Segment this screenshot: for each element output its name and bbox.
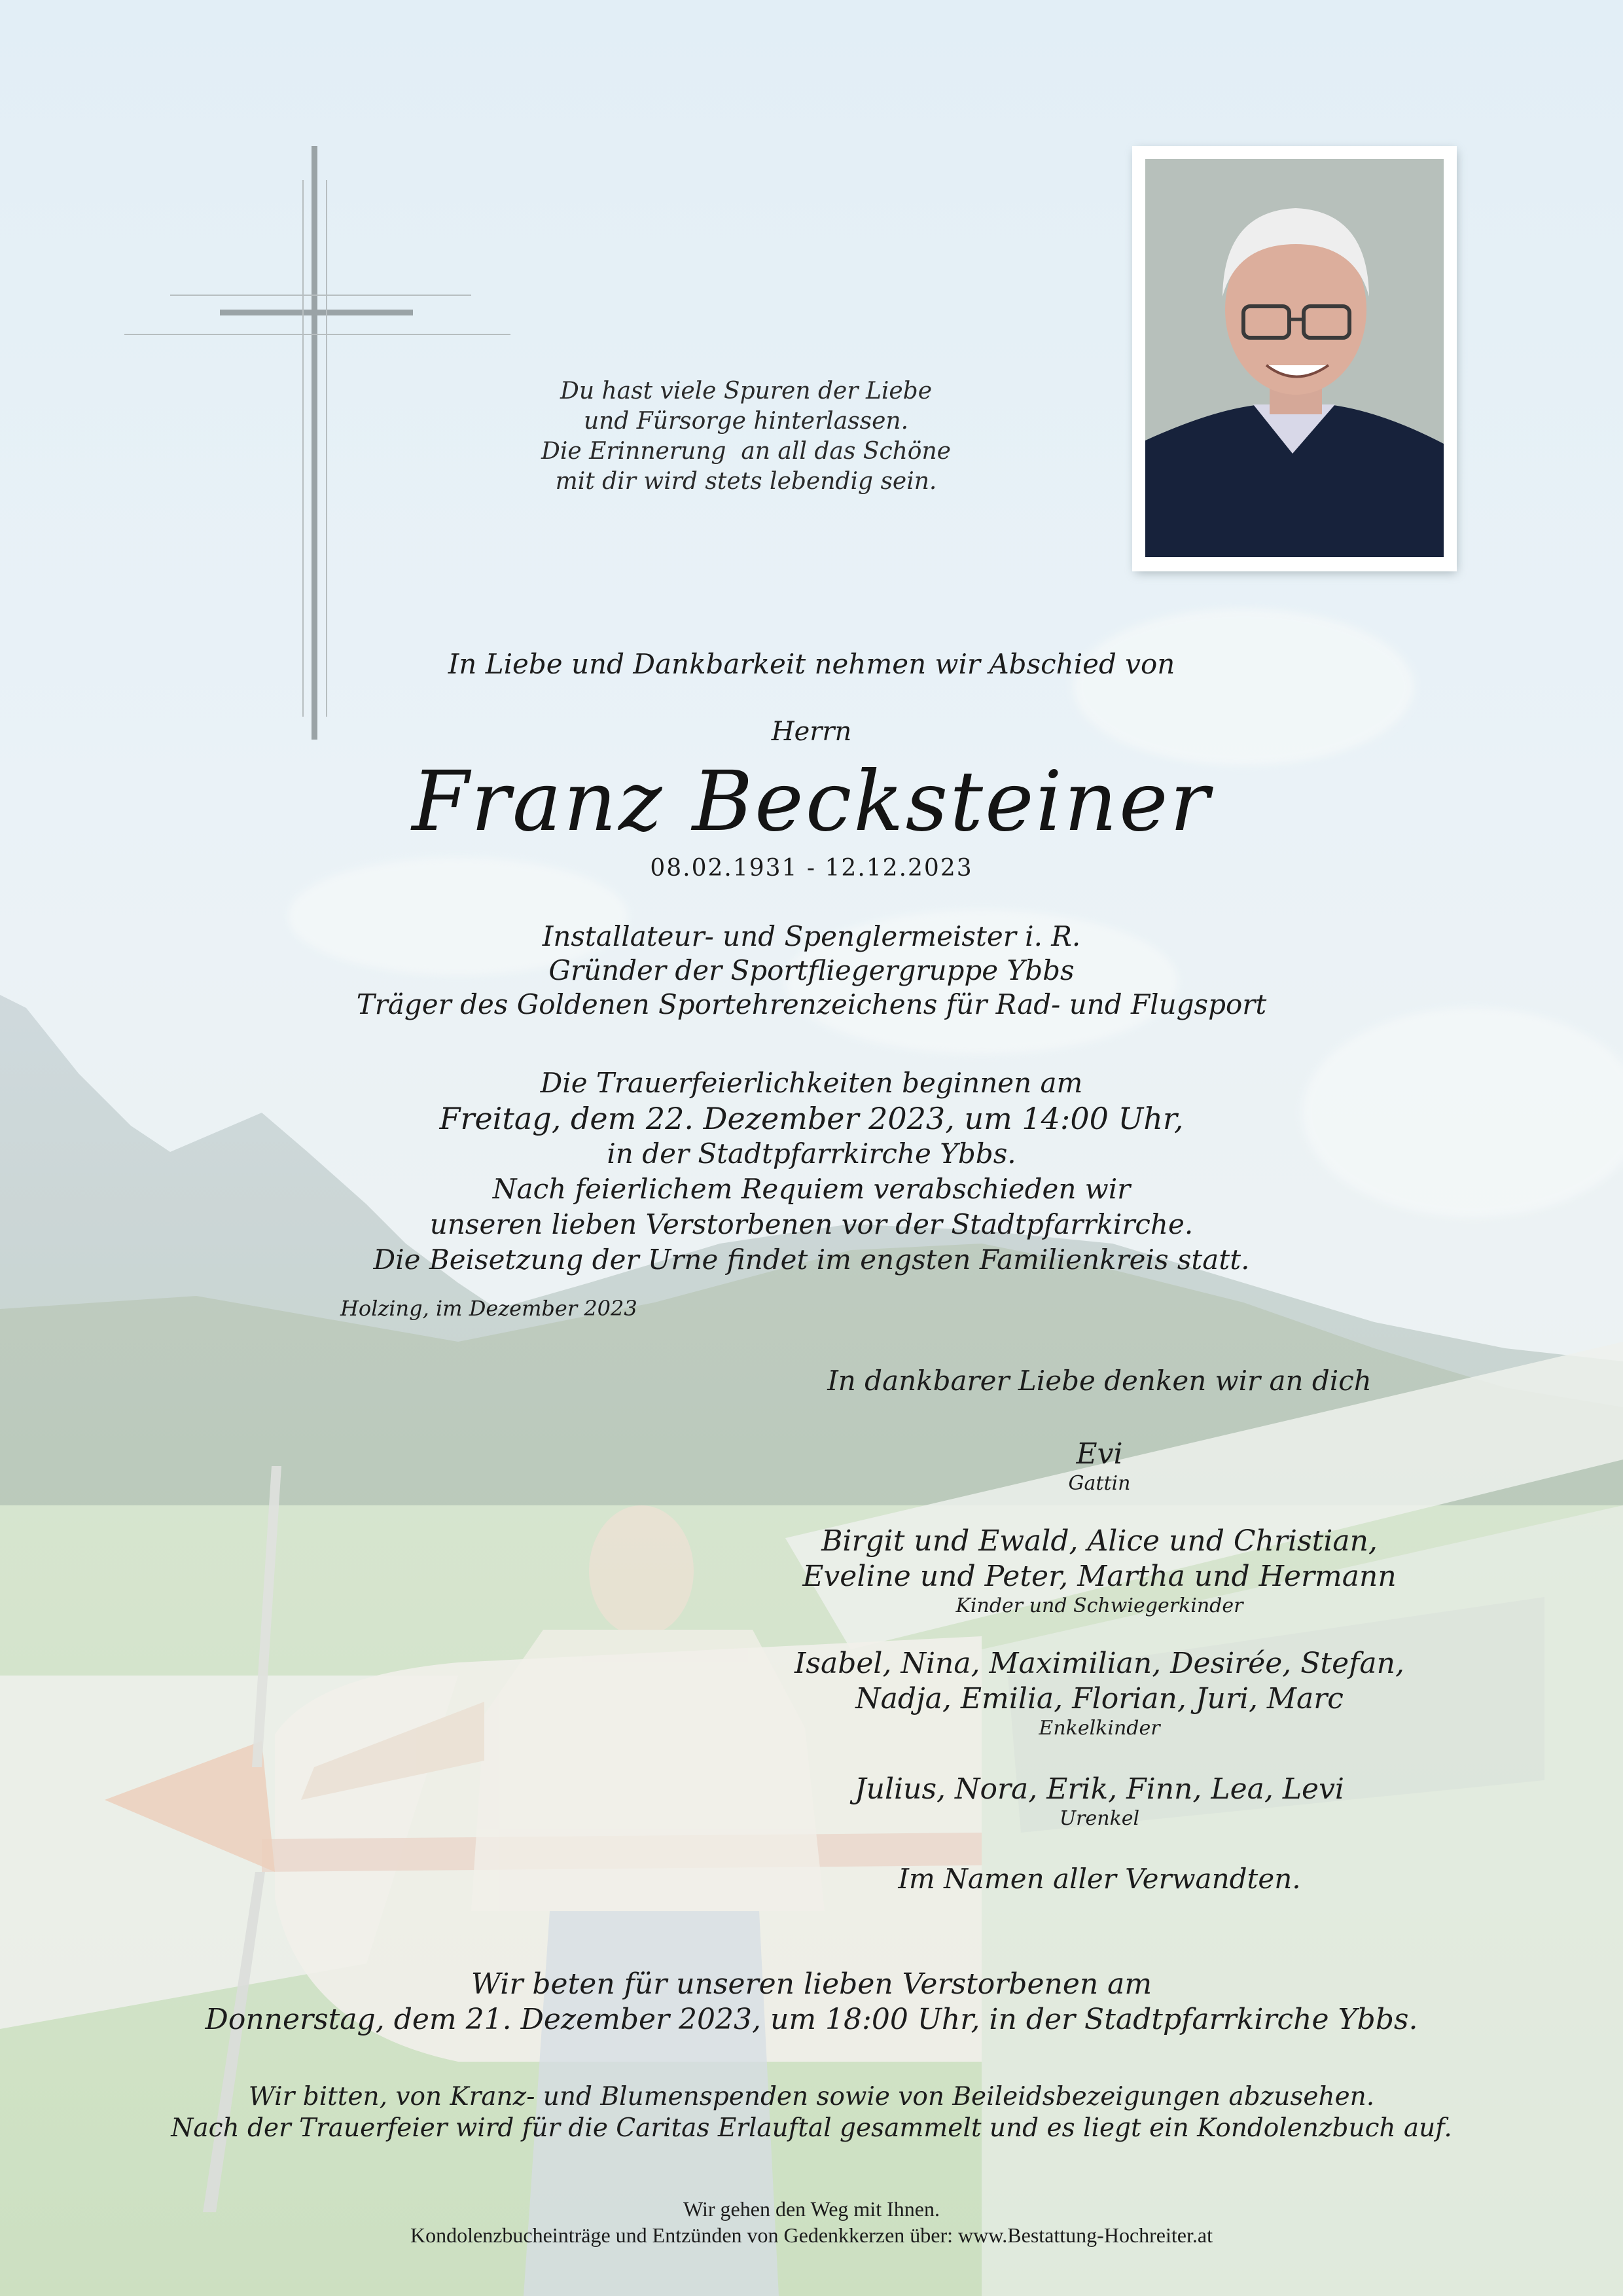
family-names: Evi — [1076, 1437, 1123, 1471]
family-names: Birgit und Ewald, Alice und Christian, — [821, 1524, 1378, 1558]
portrait-photo — [1132, 146, 1457, 571]
family-names: Eveline und Peter, Martha und Hermann — [802, 1560, 1397, 1593]
footer-website: Kondolenzbucheinträge und Entzünden von Gedenkkerzen über: www.Bestattung-Hochreiter.at — [410, 2223, 1213, 2247]
title-line: Träger des Goldenen Sportehrenzeichens für Rad- und Flugsport — [356, 988, 1267, 1020]
family-group-great-grandchildren — [661, 1772, 1538, 1831]
service-line: Nach feierlichem Requiem verabschieden wir — [492, 1173, 1131, 1205]
memorial-quote — [419, 376, 1073, 497]
family-names: Nadja, Emilia, Florian, Juri, Marc — [855, 1682, 1344, 1715]
intro-text: In Liebe und Dankbarkeit nehmen wir Abschied von — [448, 648, 1175, 680]
family-group-grandchildren — [661, 1646, 1538, 1740]
family-names: Julius, Nora, Erik, Finn, Lea, Levi — [855, 1772, 1344, 1806]
service-line: in der Stadtpfarrkirche Ybbs. — [607, 1138, 1016, 1170]
service-line: Die Trauerfeierlichkeiten beginnen am — [540, 1067, 1083, 1099]
family-group-spouse — [661, 1437, 1538, 1496]
prayer-info — [92, 1967, 1531, 2037]
title-line: Installateur- und Spenglermeister i. R. — [542, 920, 1081, 952]
family-names: Isabel, Nina, Maximilian, Desirée, Stefan, — [794, 1647, 1404, 1680]
quote-line: mit dir wird stets lebendig sein. — [555, 468, 937, 495]
funeral-home-footer — [157, 2196, 1466, 2248]
family-closing: Im Namen aller Verwandten. — [898, 1863, 1301, 1895]
family-role: Kinder und Schwiegerkinder — [955, 1594, 1243, 1617]
family-role: Urenkel — [1059, 1807, 1140, 1830]
honors-titles — [157, 920, 1466, 1022]
place-date: Holzing, im Dezember 2023 — [340, 1296, 637, 1321]
footer-slogan: Wir gehen den Weg mit Ihnen. — [683, 2197, 940, 2221]
prayer-line: Donnerstag, dem 21. Dezember 2023, um 18:00 Uhr, in der Stadtpfarrkirche Ybbs. — [205, 2003, 1418, 2036]
note-line: Nach der Trauerfeier wird für die Caritas Erlauftal gesammelt und es liegt ein Kondolenzbuch auf. — [171, 2113, 1452, 2143]
family-role: Gattin — [1068, 1472, 1131, 1495]
title-line: Gründer der Sportfliegergruppe Ybbs — [548, 954, 1075, 986]
salutation: Herrn — [771, 717, 852, 747]
funeral-service-info — [157, 1066, 1466, 1278]
quote-line: Die Erinnerung an all das Schöne — [541, 438, 951, 465]
family-role: Enkelkinder — [1039, 1717, 1160, 1740]
prayer-line: Wir beten für unseren lieben Verstorbenen am — [471, 1967, 1152, 2001]
quote-line: Du hast viele Spuren der Liebe — [560, 378, 933, 404]
life-dates: 08.02.1931 - 12.12.2023 — [650, 855, 973, 882]
quote-line: und Fürsorge hinterlassen. — [583, 408, 909, 435]
family-group-children — [661, 1524, 1538, 1618]
deceased-name: Franz Becksteiner — [412, 753, 1211, 850]
service-date-line: Freitag, dem 22. Dezember 2023, um 14:00 Uhr, — [439, 1101, 1184, 1136]
donation-note — [92, 2081, 1531, 2144]
note-line: Wir bitten, von Kranz- und Blumenspenden sowie von Beileidsbezeigungen abzusehen. — [248, 2082, 1375, 2111]
service-line: unseren lieben Verstorbenen vor der Stadtpfarrkirche. — [429, 1208, 1194, 1240]
family-heading: In dankbarer Liebe denken wir an dich — [827, 1365, 1372, 1397]
service-line: Die Beisetzung der Urne findet im engsten Familienkreis statt. — [373, 1244, 1250, 1276]
